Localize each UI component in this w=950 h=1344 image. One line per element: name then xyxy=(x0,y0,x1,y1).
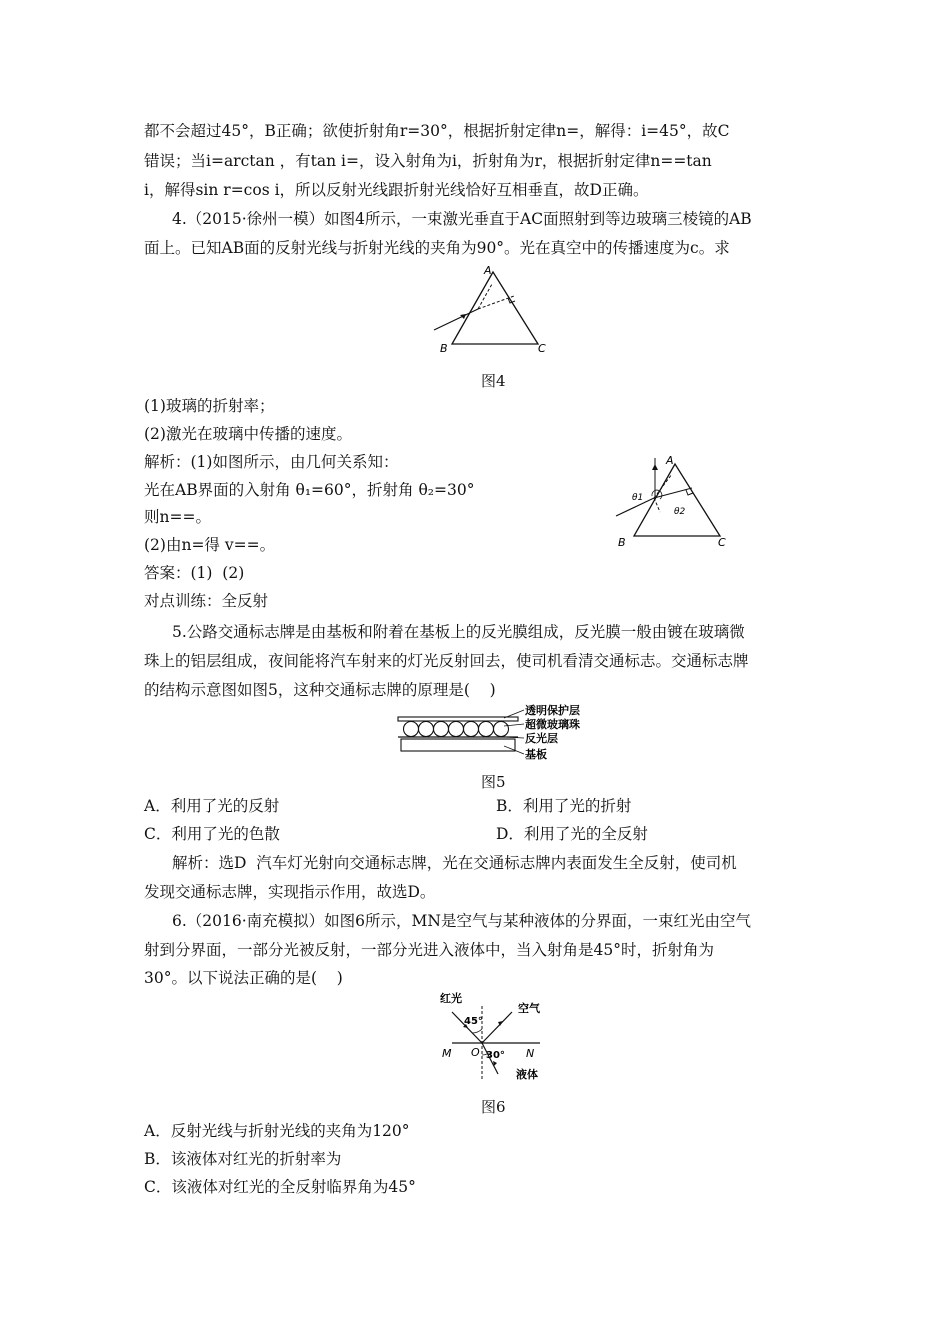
point-m-label: M xyxy=(442,1047,452,1060)
solution-line: 光在AB界面的入射角 θ₁=60°，折射角 θ₂=30° xyxy=(144,481,475,499)
vertex-a-label: A xyxy=(484,264,492,277)
question-6: 6.（2016·南充模拟）如图6所示，MN是空气与某种液体的分界面，一束红光由空气 xyxy=(172,912,751,930)
text-line: 的结构示意图如图5，这种交通标志牌的原理是( ) xyxy=(144,681,496,699)
text-line: 错误；当i=arctan ，有tan i=，设入射角为i，折射角为r，根据折射定律n==tan xyxy=(144,152,712,170)
question-4-part-2: (2)激光在玻璃中传播的速度。 xyxy=(144,425,352,443)
angle-30-label: 30° xyxy=(486,1050,505,1061)
vertex-c-label: C xyxy=(538,342,546,355)
option-c: C．该液体对红光的全反射临界角为45° xyxy=(144,1178,416,1196)
text-line: 面上。已知AB面的反射光线与折射光线的夹角为90°。光在真空中的传播速度为c。求 xyxy=(144,239,730,257)
red-light-label: 红光 xyxy=(440,992,462,1005)
option-a: A．利用了光的反射 xyxy=(144,797,280,815)
question-4-part-1: (1)玻璃的折射率； xyxy=(144,397,275,415)
angle-45-label: 45° xyxy=(464,1016,483,1027)
liquid-label: 液体 xyxy=(516,1068,538,1081)
question-5: 5.公路交通标志牌是由基板和附着在基板上的反光膜组成，反光膜一般由镀在玻璃微 xyxy=(172,623,745,641)
vertex-b-label: B xyxy=(440,342,448,355)
label-reflective-layer: 反光层 xyxy=(525,732,558,745)
text-line: 射到分界面，一部分光被反射，一部分光进入液体中，当入射角是45°时，折射角为 xyxy=(144,941,714,959)
text-line: 都不会超过45°，B正确；欲使折射角r=30°，根据折射定律n=，解得：i=45°，故C xyxy=(144,122,730,140)
theta2-label: θ2 xyxy=(674,507,686,517)
label-glass-beads: 超微玻璃珠 xyxy=(525,718,580,731)
vertex-c-label: C xyxy=(718,536,726,549)
vertex-a-label: A xyxy=(666,454,674,467)
label-base-plate: 基板 xyxy=(525,748,547,761)
option-a: A．反射光线与折射光线的夹角为120° xyxy=(144,1122,410,1140)
option-b: B．该液体对红光的折射率为 xyxy=(144,1150,342,1168)
figure-4-caption: 图4 xyxy=(481,372,506,390)
air-label: 空气 xyxy=(518,1002,540,1015)
figure-5-sign-structure xyxy=(392,702,580,764)
point-n-label: N xyxy=(526,1047,535,1060)
figure-6-caption: 图6 xyxy=(481,1098,506,1116)
figure-6-refraction xyxy=(430,990,555,1090)
solution-line: 则n==。 xyxy=(144,508,211,526)
option-b: B．利用了光的折射 xyxy=(496,797,632,815)
answer-line: 答案：(1) (2) xyxy=(144,564,245,582)
text-line: 珠上的铝层组成，夜间能将汽车射来的灯光反射回去，使司机看清交通标志。交通标志牌 xyxy=(144,652,749,670)
solution-line: 发现交通标志牌，实现指示作用，故选D。 xyxy=(144,883,436,901)
theta1-label: θ1 xyxy=(632,493,644,503)
section-heading: 对点训练：全反射 xyxy=(144,592,269,610)
option-c: C．利用了光的色散 xyxy=(144,825,280,843)
label-protective-layer: 透明保护层 xyxy=(525,704,580,717)
solution-line: (2)由n=得 v==。 xyxy=(144,536,276,554)
text-line: 30°。以下说法正确的是( ) xyxy=(144,969,343,987)
option-d: D．利用了光的全反射 xyxy=(496,825,648,843)
vertex-b-label: B xyxy=(618,536,626,549)
solution-line: 解析：(1)如图所示，由几何关系知： xyxy=(144,453,399,471)
figure-5-caption: 图5 xyxy=(481,773,506,791)
question-4: 4.（2015·徐州一模）如图4所示，一束激光垂直于AC面照射到等边玻璃三棱镜的AB xyxy=(172,210,752,228)
solution-line: 解析：选D 汽车灯光射向交通标志牌，光在交通标志牌内表面发生全反射，使司机 xyxy=(172,854,737,872)
text-line: i，解得sin r=cos i，所以反射光线跟折射光线恰好互相垂直，故D正确。 xyxy=(144,181,649,199)
figure-4-prism xyxy=(430,262,555,354)
figure-4-solution-diagram xyxy=(612,452,737,548)
point-o-label: O xyxy=(471,1046,480,1059)
